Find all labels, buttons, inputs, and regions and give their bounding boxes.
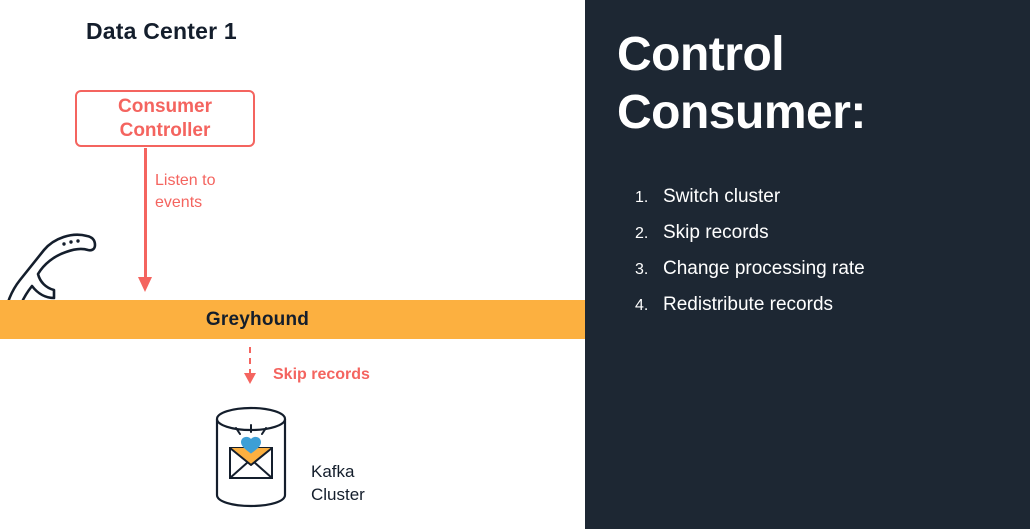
list-item <box>617 222 1000 244</box>
list-item-label: Skip records <box>663 222 769 243</box>
greyhound-bar-label: Greyhound <box>205 308 310 330</box>
kafka-label-line1: Kafka <box>311 462 355 481</box>
skip-records-label: Skip records <box>273 366 370 383</box>
consumer-controller-label-line2: Controller <box>119 119 211 141</box>
listen-label-line2: events <box>155 194 203 211</box>
list-item <box>617 294 1000 316</box>
skip-records-arrow-head-icon <box>244 373 256 384</box>
data-center-title: Data Center 1 <box>86 18 237 44</box>
list-item-number: 2. <box>635 225 649 242</box>
control-consumer-list <box>617 186 1000 316</box>
panel-title <box>617 26 1000 142</box>
list-item-number: 4. <box>635 297 649 314</box>
greyhound-bar <box>0 300 585 339</box>
listen-to-events-label <box>155 170 215 214</box>
panel-title-line2: Consumer: <box>617 86 866 139</box>
listen-label-line1: Listen to <box>155 172 216 189</box>
kafka-cluster-label <box>311 460 365 506</box>
list-item-label: Switch cluster <box>663 186 781 207</box>
kafka-label-line2: Cluster <box>311 485 365 504</box>
list-item-number: 3. <box>635 261 649 278</box>
panel-title-line1: Control <box>617 28 785 81</box>
skip-records-arrow-line <box>249 347 251 375</box>
consumer-controller-label-line1: Consumer <box>118 95 212 117</box>
consumer-controller-box <box>75 90 255 147</box>
listen-arrow-line <box>144 148 147 280</box>
list-item <box>617 186 1000 208</box>
list-item-label: Redistribute records <box>663 294 834 315</box>
list-item-label: Change processing rate <box>663 258 865 279</box>
listen-arrow-head-icon <box>138 277 152 292</box>
list-item <box>617 258 1000 280</box>
kafka-cluster-icon <box>214 406 288 508</box>
control-consumer-panel <box>585 0 1030 529</box>
list-item-number: 1. <box>635 189 649 206</box>
